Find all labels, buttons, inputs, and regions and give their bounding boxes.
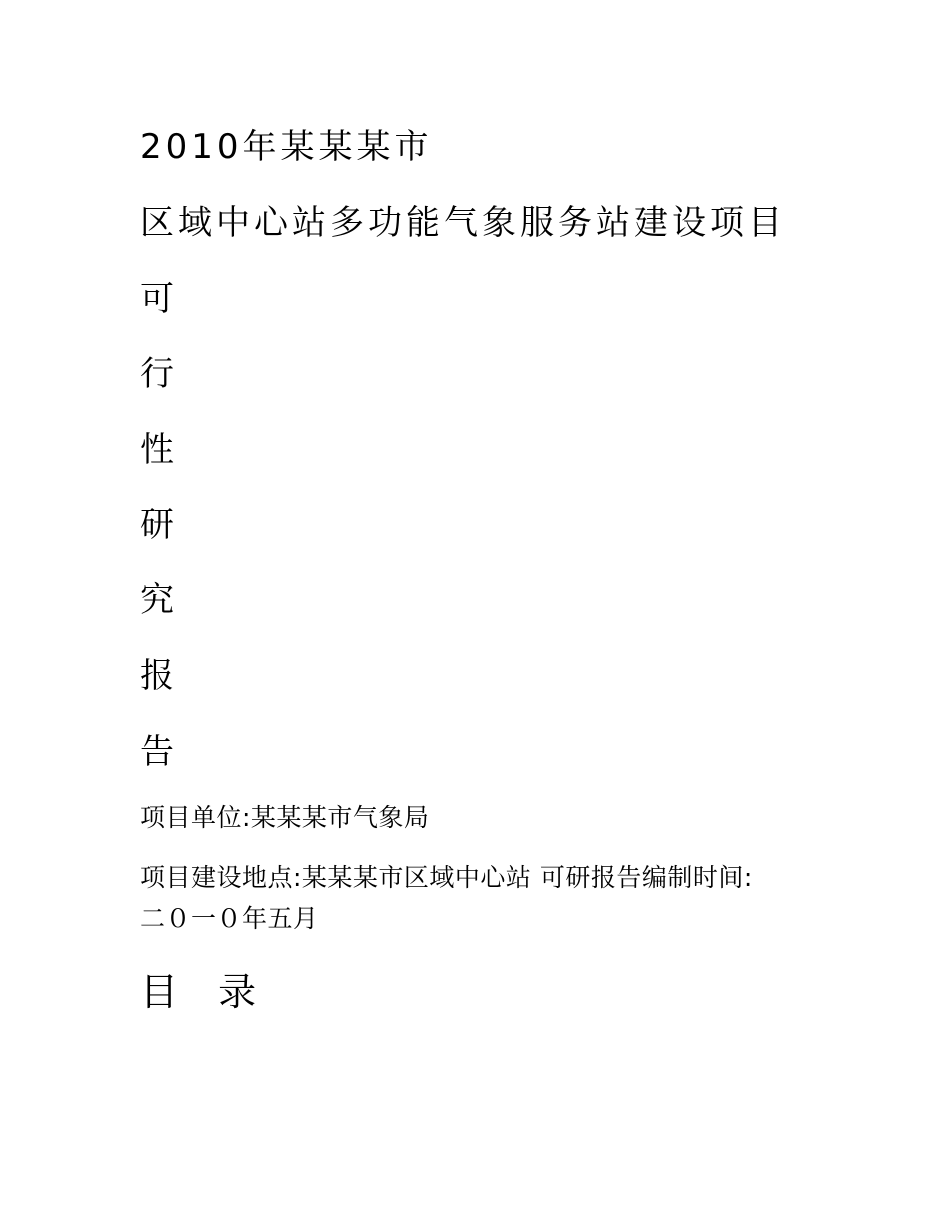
report-title-char: 可 bbox=[140, 279, 174, 319]
report-title-char: 报 bbox=[140, 656, 174, 696]
project-location: 项目建设地点:某某某市区域中心站 可研报告编制时间: bbox=[140, 863, 753, 892]
report-title-year-city: 2010年某某某市 bbox=[140, 127, 433, 167]
report-title-char: 研 bbox=[140, 505, 174, 545]
report-title-project-name: 区域中心站多功能气象服务站建设项目 bbox=[140, 203, 786, 243]
project-unit: 项目单位:某某某市气象局 bbox=[140, 803, 430, 832]
compile-date: 二０一０年五月 bbox=[140, 904, 319, 933]
report-title-char: 性 bbox=[140, 430, 174, 470]
report-title-char: 究 bbox=[140, 580, 174, 620]
report-title-char: 行 bbox=[140, 354, 174, 394]
report-title-char: 告 bbox=[140, 732, 174, 772]
toc-heading: 目 录 bbox=[140, 970, 271, 1014]
